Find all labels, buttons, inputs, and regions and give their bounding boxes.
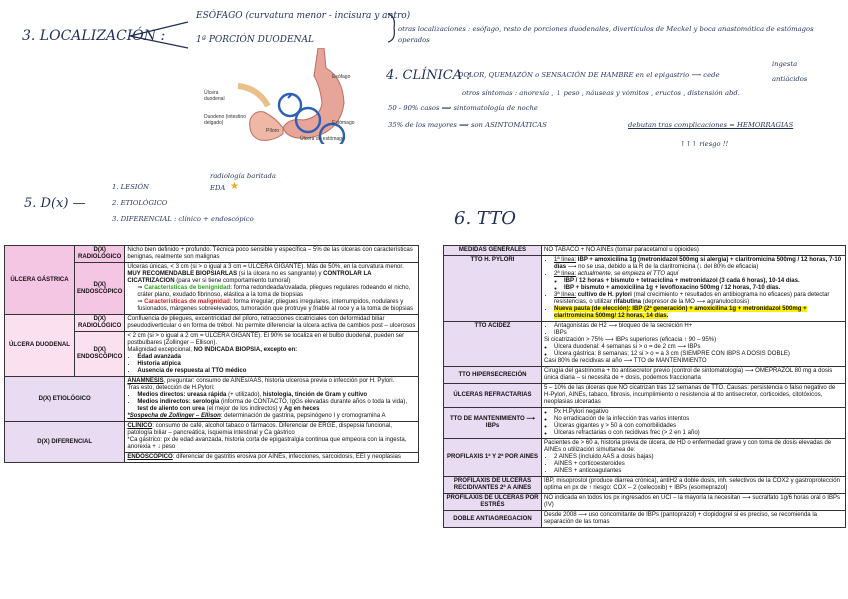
treatment-table — [443, 245, 846, 528]
clinica-riesgo: ↑↑↑ riesgo !! — [680, 140, 729, 148]
label-estomago: Estómago — [332, 120, 355, 126]
dif-label: D(X) DIFERENCIAL — [5, 422, 125, 463]
label-ulcera-estomago: Úlcera de estómago — [300, 136, 345, 142]
clinica-line4: 35% de los mayores ⟹ son ASINTOMÁTICAS — [388, 121, 547, 129]
loc-otras: otras localizaciones : esófago, resto de porciones duodenales, divertículos de Meckel y boca anastomótica de estómagos operados — [398, 25, 814, 44]
dx-title: 5. D(x) — — [24, 196, 86, 211]
tto-title: 6. TTO — [454, 208, 516, 229]
antiag-text: Desde 2008 ⟶ uso concomitante de IBPs (pantoprazol) + clopidogrel si es preciso, se recomienda la separación de las tomas — [542, 511, 846, 528]
mant-text: ◦ Px H.Pylori negativo ◦ No erradicación de la infección tras varios intentos ◦ Úlceras gigantes y > 50 a con comorbilidades ◦ Úlceras refractarias o con recidivas frec (> 2 en 1 año) — [542, 408, 846, 439]
estres-text: NO indicada en todos los px ingresados en UCI – la mayoría la necesitan ⟶ sucralfato 1g/6 horas oral o IBPs (IV) — [542, 494, 846, 511]
etiol-label: D(X) ETIOLÓGICO — [5, 377, 125, 422]
ug-endo-label: D(X) ENDOSCÓPICO — [75, 263, 125, 315]
ud-endo-label: D(X) ENDOSCÓPICO — [75, 332, 125, 377]
medidas-label: MEDIDAS GENERALES — [444, 246, 542, 256]
dx-2: 2. ETIOLÓGICO — [112, 199, 168, 207]
label-piloro: Píloro — [266, 128, 280, 134]
ud-label: ÚLCERA DUODENAL — [5, 315, 75, 377]
ud-radio-label: D(X) RADIOLÓGICO — [75, 315, 125, 332]
ud-endo-text: < 2 cm (si > o igual a 2 cm = ULCERA GIGANTE). El 90% se localiza en el bulbo duodenal, pueden ser postbulbares (Zollinger – Ellison). Malignidad excepcional, NO INDICADA BIOPSIA, excepto en: • Edad avanzada • Historia atípica • Ausencia de respuesta al TTO médico — [125, 332, 419, 377]
hp-label: TTO H. PYLORI — [444, 256, 542, 322]
ud-radio-text: Confluencia de pliegues, excentricidad del píloro, retracciones cicatriciales con deformidad biliar pseudodiverticular o en forma de trébol. No permite diferenciar la úlcera activa de cambios post – ulcerosos — [125, 315, 419, 332]
ug-endo-text: Úlceras únicas, < 3 cm (si > o igual a 3 cm = ÚLCERA GIGANTE). Más de 50%, en la curvatura menor. MUY RECOMENDABLE BIOPSIARLAS (si la úlcera no es sangrante) y CONTROLAR LA CICATRIZACION (para ver si tiene comportamiento tumoral) ⇒ Características de benignidad: forma redondeada/ovalada, pliegues regulares rodeando el nicho, cráter plano, exudado fibrinoso, elástica a la toma de biopsias ⇒ Características de malignidad: forma irregular, pliegues irregulares, interrumpidos, nodulares y fusionados, márgenes sobreelevados, tumoración que protruye y friable al roce y a la toma de biopsias — [125, 263, 419, 315]
refract-text: 5 – 10% de las úlceras que NO cicatrizan tras 12 semanas de TTO. Causas: persistencia o falso negativo de H-Pylori, AINEs, tabaco, fibrosis, incumplimiento o resistencia al tto antisecretor, corticoides, citotóxicos, neoplasias ulceradas — [542, 384, 846, 408]
etiol-text: ANAMNESIS, preguntar: consumo de AINEs/AAS, historia ulcerosa previa o infección por H. Pylori. Tras esto, detección de H.Pylori: • Medios directos: ureasa rápida (+ utilizado), histología, tinción de Gram y cultivo • Medios indirectos: serología (informa de CONTACTO, IgGs elevadas durante años o toda la vida), test de aliento con urea (el mejor de los indirectos) y Ag en heces *Sospecha de Zollinger – Ellison: determinación de gastrina, pepsinógeno I y cromogramina A — [125, 377, 419, 422]
dx-1a: radiología baritada — [210, 172, 276, 180]
dx-3: 3. DIFERENCIAL : clínico + endoscópico — [112, 215, 254, 223]
hiper-label: TTO HIPERSECRECIÓN — [444, 367, 542, 384]
clinica-title: 4. CLÍNICA : — [386, 68, 471, 83]
ug-radio-text: Nicho bien definido + profundo. Técnica poco sensible y específica – 5% de las úlceras con características benignas, realmente son malignas — [125, 246, 419, 263]
loc-esofago: ESÓFAGO (curvatura menor - incisura y antro) — [196, 11, 411, 21]
profi-text: Pacientes de > 60 a, historia previa de úlcera, de HD o enfermedad grave y con toma de dosis elevadas de AINEs o utilización simultanea de: • 2 AINES (incluido AAS a dosis bajas) • AINES + corticoesteroides • AINES + anticoagulantes — [542, 439, 846, 477]
brace-arrows — [128, 14, 198, 54]
dif-clinico: CLÍNICO: consumo de café, alcohol tabaco o fármacos. Diferenciar de ERGE, dispepsia funcional, patología biliar – pancreática, isquemia intestinal y Ca gástrico *Ca gástrico: px de edad avanzada, historia corta de epigastralgia continua que empeora con la ingesta, anorexia + ↓ peso — [125, 422, 419, 453]
clinica-debutan: debutan tras complicaciones = HEMORRAGIAS — [628, 121, 794, 129]
label-esofago: Esófago — [332, 74, 351, 80]
hp-text: • 1ª línea: IBP + amoxicilina 1g (metronidazol 500mg si alergia) + claritromicina 500mg / 12 horas, 7-10 días ⟶ no se usa, debido a la R de la claritromicina (↓ del 80% de eficacia) • 2ª línea: actualmente, se empieza el TTO aquí ◦ IBP / 12 horas + bismuto + tetraciclina + metronidazol (3 cada 6 horas), 10-14 días. ◦ IBP + bismuto + amoxicilina 1g + levofloxacino 500mg / 12 horas, 7-10 días. • 3ª línea: cultivo de H. pylori (mal crecimiento + resultados en antibiograma no eficaces) para detectar resistencias, o utilizar rifabutina (depresor de la MO ⟶ agranulocitosis) • Nueva pauta (de elección): IBP (2ª generación) + amoxicilina 1g + metronidazol 500mg + claritromicina 500mg/ 12 horas, 14 días. — [542, 256, 846, 322]
mant-label: TTO DE MANTENIMIENTO ⟶ IBPs — [444, 408, 542, 439]
clinica-cede1: ingesta — [772, 60, 798, 68]
antiag-label: DOBLE ANTIAGREGACION — [444, 511, 542, 528]
recid-label: PROFILAXIS DE ÚLCERAS RECIDIVANTES 2ª A AINES — [444, 477, 542, 494]
ug-label: ÚLCERA GÁSTRICA — [5, 246, 75, 315]
clinica-cede2: antiácidos — [772, 75, 808, 83]
star-icon: ★ — [230, 181, 239, 192]
loc-porcion: 1ª PORCIÓN DUODENAL — [196, 35, 314, 45]
clinica-line1: DOLOR, QUEMAZÓN o SENSACIÓN DE HAMBRE en el epigastrio ⟶ cede — [458, 71, 720, 79]
estres-label: PROFILAXIS DE ÚLCERAS POR ESTRÉS — [444, 494, 542, 511]
label-ulcera-duodenal: Úlcera duodenal — [204, 90, 225, 102]
acidez-label: TTO ACIDEZ — [444, 322, 542, 367]
acidez-text: • Antagonistas de H2 ⟶ bloqueo de la secreción H+ • IBPs Si cicatrización > 75% ⟶ IBPs superiores (eficacia ↑ 90 – 95%) ◦ Úlcera duodenal: 4 semanas si > o = de 2 cm ⟶ IBPs ◦ Úlcera gástrica: 8 semanas; 12 si > o = a 3 cm (SIEMPRE CON IBPS A DOSIS DOBLE) Casi 80% de recidivas al año ⟶ TTO de MANTENIMIENTO — [542, 322, 846, 367]
label-duodeno: Duodeno (intestino delgado) — [204, 114, 246, 126]
hiper-text: Cirugía del gastrinoma + tto antisecretor previo (control de sintomatología) ⟶ OMEPRAZOL 80 mg a dosis única diaria – si necesita de + dosis, podemos fraccionarla — [542, 367, 846, 384]
diagnosis-table — [4, 245, 419, 463]
stomach-illustration — [204, 48, 368, 144]
refract-label: ÚLCERAS REFRACTARIAS — [444, 384, 542, 408]
dx-1b: EDA — [210, 184, 226, 192]
medidas-text: NO TABACO + NO AINEs (tomar paracetamol u opioides) — [542, 246, 846, 256]
dx-1: 1. LESIÓN — [112, 183, 149, 191]
clinica-line2: otros síntomas : anorexia , ↓ peso , náuseas y vómitos , eructos , distensión abd. — [462, 89, 740, 97]
ug-radio-label: D(X) RADIOLÓGICO — [75, 246, 125, 263]
recid-text: IBP, misoprostol (produce diarrea crónica), antiH2 a doble dosis, inh. selectivos de la COX2 y gastroprotección optima en px de ↑ riesgo: COX – 2 (celecoxib) + IBPs (esomeprazol) — [542, 477, 846, 494]
clinica-line3: 50 - 90% casos ⟹ sintomatología de noche — [388, 104, 538, 112]
profi-label: PROFILAXIS 1ª Y 2ª POR AINES — [444, 439, 542, 477]
dif-endo: ENDOSCÓPICO: diferenciar de gastritis erosiva por AINEs, infecciones, sarcoidosis, EEI y neoplasias — [125, 453, 419, 463]
loc-title: 3. LOCALIZACIÓN : — [22, 28, 166, 44]
